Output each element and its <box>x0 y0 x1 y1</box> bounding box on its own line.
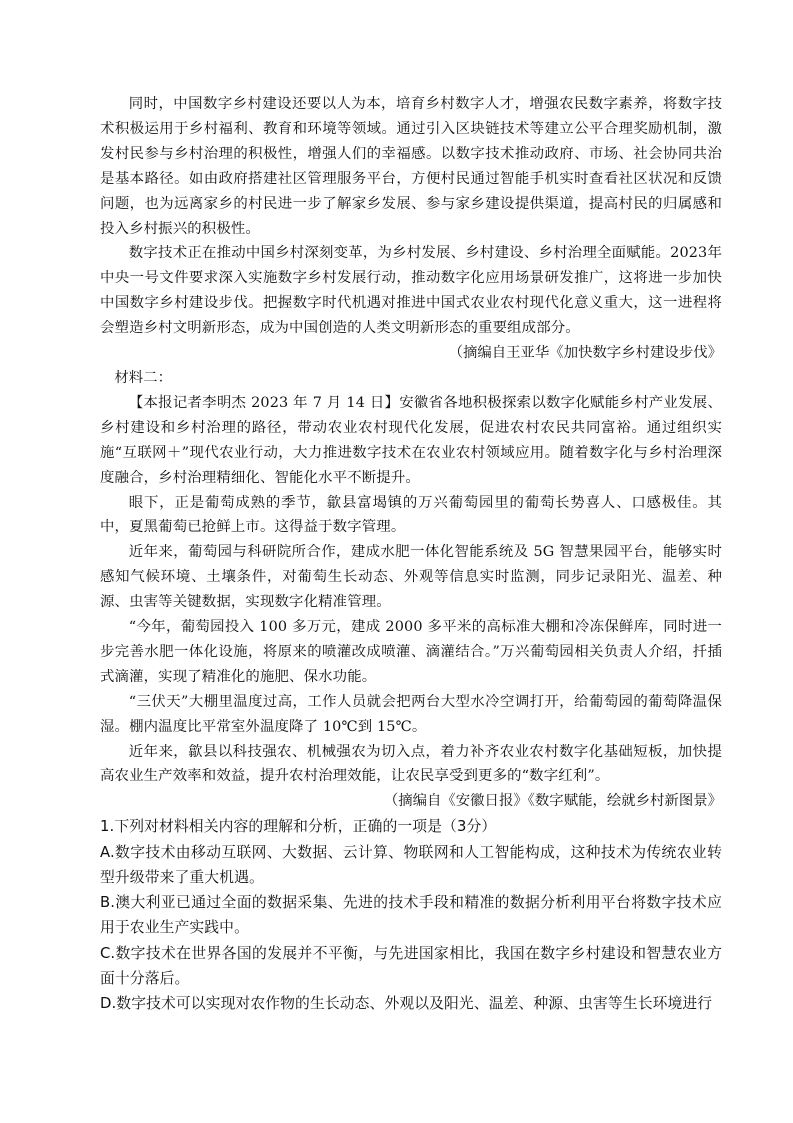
material2-paragraph-6: 近年来，歙县以科技强农、机械强农为切入点，着力补齐农业农村数字化基础短板，加快提高农业生产效率和效益，提升农村治理效能，让农民享受到更多的“数字红利”。 <box>100 743 722 785</box>
question-stem: 1.下列对材料相关内容的理解和分析，正确的一项是（3分） <box>100 818 497 836</box>
material2-paragraph-3: 近年来，葡萄园与科研院所合作，建成水肥一体化智能系统及 5G 智慧果园平台，能够实时感知气候环境、土壤条件，对葡萄生长动态、外观等信息实时监测，同步记录阳光、温差、种源、虫害等关键数据，实现数字化精准管理。 <box>100 544 722 611</box>
material1-source: （摘编自王亚华《加快数字乡村建设步伐》 <box>448 345 722 362</box>
material1-paragraph-1: 同时，中国数字乡村建设还要以人为本，培育乡村数字人才，增强农民数字素养，将数字技术积极运用于乡村福利、教育和环境等领域。通过引入区块链技术等建立公平合理奖励机制，激发村民参与乡村治理的积极性，增强人们的幸福感。以数字技术推动政府、市场、社会协同共治是基本路径。如由政府搭建社区管理服务平台，方便村民通过智能手机实时查看社区状况和反馈问题，也为远离家乡的村民进一步了解家乡发展、参与家乡建设提供渠道，提高村民的归属感和投入乡村振兴的积极性。 <box>100 96 722 237</box>
material2-heading: 材料二： <box>114 369 172 386</box>
material2-paragraph-2: 眼下，正是葡萄成熟的季节，歙县富堨镇的万兴葡萄园里的葡萄长势喜人、口感极佳。其中，夏黑葡萄已抢鲜上市。这得益于数字管理。 <box>100 494 722 536</box>
material2-source: （摘编自《安徽日报》《数字赋能，绘就乡村新图景》 <box>383 793 722 810</box>
material2-paragraph-5: “三伏天”大棚里温度过高，工作人员就会把两台大型水冷空调打开，给葡萄园的葡萄降温保湿。棚内温度比平常室外温度降了 10℃到 15℃。 <box>100 693 722 735</box>
material2-paragraph-4: “今年，葡萄园投入 100 多万元，建成 2000 多平米的高标准大棚和冷冻保鲜库，同时进一步完善水肥一体化设施，将原来的喷灌改成喷灌、滴灌结合。”万兴葡萄园相关负责人介绍，扦插式滴灌，实现了精准化的施肥、保水功能。 <box>100 619 722 685</box>
option-c: C.数字技术在世界各国的发展并不平衡，与先进国家相比，我国在数字乡村建设和智慧农业方面十分落后。 <box>100 944 722 988</box>
material2-paragraph-1: 【本报记者李明杰 2023 年 7 月 14 日】安徽省各地积极探索以数字化赋能乡村产业发展、乡村建设和乡村治理的路径，带动农业农村现代化发展，促进农村农民共同富裕。通过组织实施“互联网＋”现代农业行动，大力推进数字技术在农业农村领域应用。随着数字化与乡村治理深度融合，乡村治理精细化、智能化水平不断提升。 <box>100 394 722 486</box>
page-content <box>100 92 722 1017</box>
option-d: D.数字技术可以实现对农作物的生长动态、外观以及阳光、温差、种源、虫害等生长环境进行 <box>100 995 713 1013</box>
material1-paragraph-2: 数字技术正在推动中国乡村深刻变革，为乡村发展、乡村建设、乡村治理全面赋能。2023年中央一号文件要求深入实施数字乡村发展行动，推动数字化应用场景研发推广，这将进一步加快中国数字乡村建设步伐。把握数字时代机遇对推进中国式农业农村现代化意义重大，这一进程将会塑造乡村文明新形态，成为中国创造的人类文明新形态的重要组成部分。 <box>100 245 722 337</box>
option-b: B.澳大利亚已通过全面的数据采集、先进的技术手段和精准的数据分析利用平台将数字技术应用于农业生产实践中。 <box>100 894 722 937</box>
option-a: A.数字技术由移动互联网、大数据、云计算、物联网和人工智能构成，这种技术为传统农业转型升级带来了重大机遇。 <box>100 843 722 886</box>
